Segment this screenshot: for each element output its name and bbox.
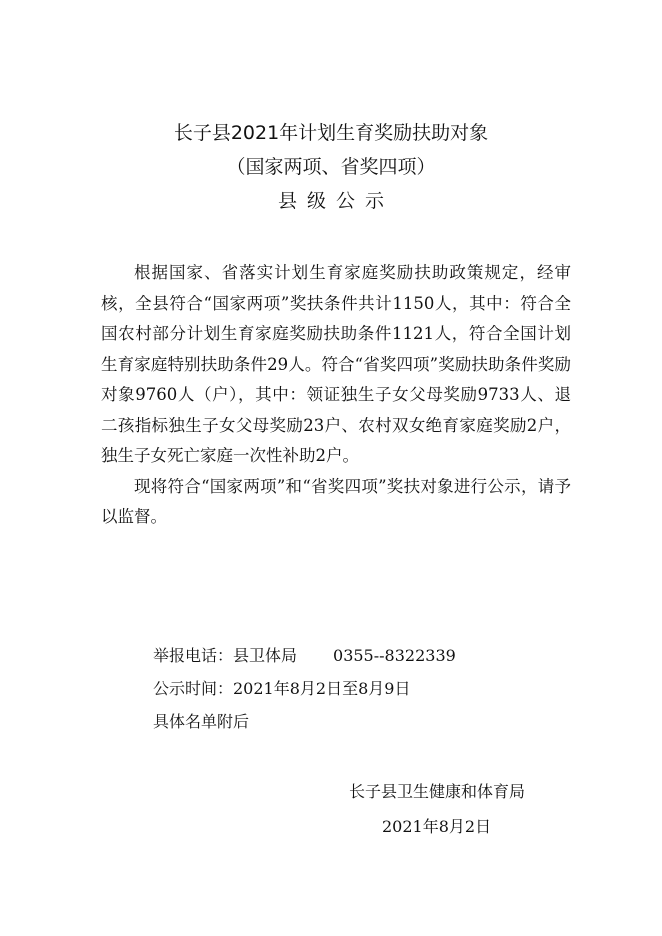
title-announcement-label: 县级公示 — [277, 190, 394, 212]
report-line — [153, 639, 456, 672]
notice-body — [101, 258, 571, 533]
body-paragraph-2: 现将符合“国家两项”和“省奖四项”奖扶对象进行公示，请予以监督。 — [101, 476, 571, 526]
report-phone: 0355--8322339 — [333, 646, 456, 665]
report-label: 举报电话：县卫体局 — [153, 646, 298, 665]
body-paragraph-1: 根据国家、省落实计划生育家庭奖励扶助政策规定，经审核，全县符合“国家两项”奖扶条件共计1150人，其中：符合全国农村部分计划生育家庭奖励扶助条件1121人，符合全国计划生育家庭特别扶助条件29人。符合“省奖四项”奖励扶助条件奖励对象9760人（户），其中：领证独生子女父母奖励9733人、退二孩指标独生子女父母奖励23户、农村双女绝育家庭奖励2户，独生子女死亡家庭一次性补助2户。 — [101, 263, 571, 465]
issuing-organization: 长子县卫生健康和体育局 — [349, 782, 526, 801]
title-subtitle: （国家两项、省奖四项） — [226, 156, 436, 178]
issue-date: 2021年8月2日 — [382, 817, 492, 836]
notice-info — [153, 639, 456, 738]
notice-title — [0, 116, 662, 218]
attachment-note: 具体名单附后 — [153, 712, 250, 731]
announcement-period: 公示时间：2021年8月2日至8月9日 — [153, 679, 411, 698]
title-main: 长子县2021年计划生育奖励扶助对象 — [173, 122, 489, 144]
